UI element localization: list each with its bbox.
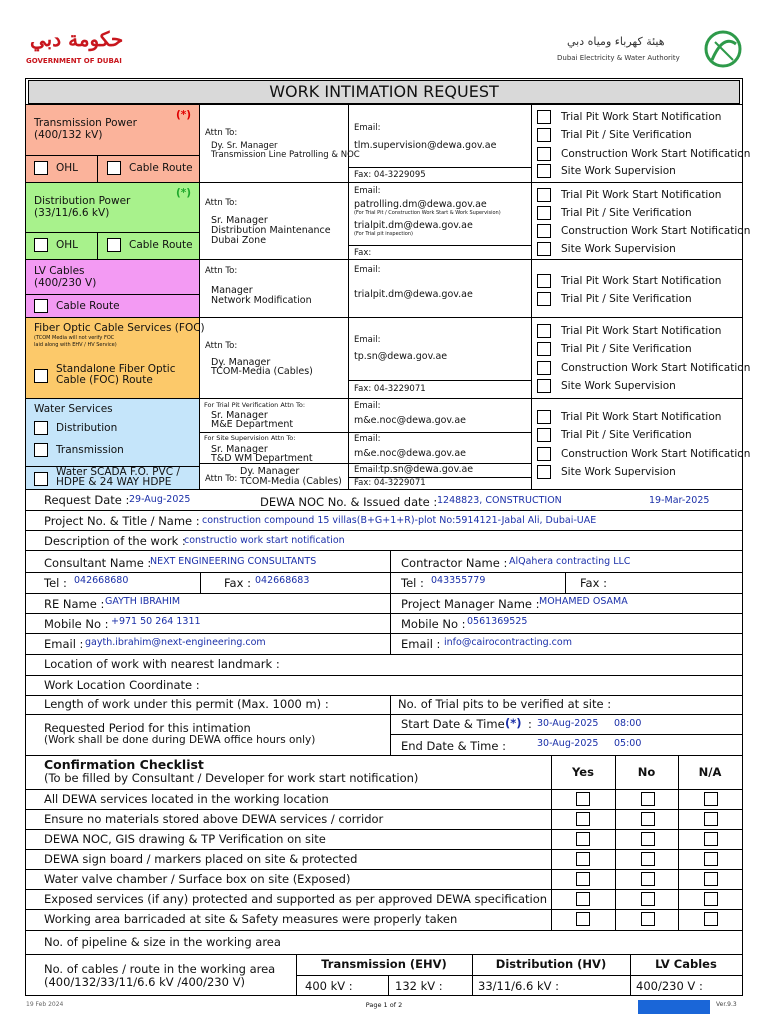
distribution-email-patrolling: patrolling.dm@dewa.gov.ae	[354, 199, 487, 210]
checklist-item-label: All DEWA services located in the working location	[44, 792, 329, 806]
water-email-3: tp.sn@dewa.gov.ae	[380, 464, 474, 475]
contractor-email-value: info@cairocontracting.com	[444, 637, 572, 648]
transmission-notify-trial-pit-start-label: Trial Pit Work Start Notification	[561, 111, 722, 123]
start-date-value: 30-Aug-2025	[537, 718, 599, 729]
checklist-item-label: Water valve chamber / Surface box on site (Exposed)	[44, 872, 351, 886]
consultant-fax-value: 042668683	[255, 575, 310, 586]
consultant-mobile-label: Mobile No :	[44, 617, 109, 631]
foc-standalone-checkbox[interactable]	[34, 369, 48, 383]
distribution-notify-verification-checkbox[interactable]	[537, 206, 551, 220]
foc-note-line1: (TCOM Media will not verify FOC	[34, 335, 115, 341]
water-scada-line1: Water SCADA F.O. PVC /	[56, 466, 180, 478]
contractor-tel-value: 043355779	[431, 575, 486, 586]
water-transmission-checkbox[interactable]	[34, 443, 48, 457]
period-note: (Work shall be done during DEWA office hours only)	[44, 734, 316, 746]
distribution-notify-trial-pit-start-checkbox[interactable]	[537, 188, 551, 202]
footer-accent-bar	[638, 1000, 710, 1014]
water-distribution-label: Distribution	[56, 422, 118, 434]
cables-label-voltages: (400/132/33/11/6.6 kV /400/230 V)	[44, 975, 245, 989]
start-date-label: Start Date & Time	[401, 717, 505, 731]
foc-notify-trial-pit-start-checkbox[interactable]	[537, 324, 551, 338]
foc-option-line2: Cable (FOC) Route	[56, 374, 153, 386]
checklist-yes-checkbox[interactable]	[576, 792, 590, 806]
transmission-attn-line2: Transmission Line Patrolling & NOC	[211, 150, 360, 160]
checklist-yes-checkbox[interactable]	[576, 852, 590, 866]
foc-notify-construction-start-checkbox[interactable]	[537, 361, 551, 375]
transmission-ohl-label: OHL	[56, 162, 79, 174]
water-trial-attn-label: For Trial Pit Verification Attn To:	[204, 401, 306, 409]
contractor-mobile-value: 0561369525	[467, 616, 528, 627]
foc-option-line1: Standalone Fiber Optic	[56, 363, 176, 375]
checklist-na-checkbox[interactable]	[704, 832, 718, 846]
government-of-dubai-arabic-wordmark: حكومة دبي	[30, 27, 124, 51]
checklist-yes-checkbox[interactable]	[576, 892, 590, 906]
start-date-colon: :	[528, 717, 532, 731]
checklist-na-header: N/A	[698, 765, 722, 779]
distribution-attn-line2: Distribution Maintenance	[211, 225, 331, 236]
landmark-label: Location of work with nearest landmark :	[44, 657, 280, 671]
cables-transmission-header: Transmission (EHV)	[321, 957, 447, 971]
foc-attn-line1: Dy. Manager	[211, 357, 271, 368]
checklist-yes-checkbox[interactable]	[576, 872, 590, 886]
distribution-notify-verification-label: Trial Pit / Site Verification	[561, 207, 692, 219]
distribution-notify-construction-start-checkbox[interactable]	[537, 224, 551, 238]
pipeline-label: No. of pipeline & size in the working area	[44, 935, 281, 949]
checklist-item-label: DEWA sign board / markers placed on site & protected	[44, 852, 358, 866]
checklist-na-checkbox[interactable]	[704, 792, 718, 806]
water-notify-supervision-checkbox[interactable]	[537, 465, 551, 479]
dewa-logo	[555, 28, 745, 72]
consultant-email-label: Email :	[44, 637, 84, 651]
end-date-label: End Date & Time :	[401, 739, 506, 753]
checklist-yes-checkbox[interactable]	[576, 812, 590, 826]
water-trial-attn-line1: Sr. Manager	[211, 410, 268, 421]
lv-title: LV Cables	[34, 265, 85, 277]
checklist-title: Confirmation Checklist	[44, 757, 204, 772]
page-header	[0, 0, 768, 80]
checklist-na-checkbox[interactable]	[704, 852, 718, 866]
checklist-no-checkbox[interactable]	[641, 912, 655, 926]
water-scada-attn-line1: Dy. Manager	[240, 466, 300, 477]
distribution-email-trialpit-note: (For Trial pit inspection)	[354, 231, 413, 237]
re-name-label: RE Name :	[44, 597, 105, 611]
distribution-ohl-checkbox[interactable]	[34, 238, 48, 252]
lv-notify-trial-pit-start-checkbox[interactable]	[537, 274, 551, 288]
project-manager-value: MOHAMED OSAMA	[539, 596, 628, 607]
transmission-cable-route-label: Cable Route	[129, 162, 193, 174]
transmission-voltage: (400/132 kV)	[34, 129, 103, 141]
project-value: construction compound 15 villas(B+G+1+R)-plot No:5914121-Jabal Ali, Dubai-UAE	[202, 515, 597, 526]
water-distribution-checkbox[interactable]	[34, 421, 48, 435]
dewa-emblem-icon	[703, 28, 743, 70]
water-site-attn-line1: Sr. Manager	[211, 444, 268, 455]
transmission-ohl-checkbox[interactable]	[34, 161, 48, 175]
checklist-na-checkbox[interactable]	[704, 912, 718, 926]
checklist-no-checkbox[interactable]	[641, 832, 655, 846]
project-label: Project No. & Title / Name :	[44, 514, 200, 528]
trial-pits-label: No. of Trial pits to be verified at site :	[398, 697, 612, 711]
transmission-attn-line1: Dy. Sr. Manager	[211, 141, 278, 151]
lv-email-label: Email:	[354, 265, 381, 275]
distribution-email-label: Email:	[354, 186, 381, 196]
lv-attn-label: Attn To:	[205, 266, 238, 276]
end-date-value: 30-Aug-2025	[537, 738, 599, 749]
water-scada-checkbox[interactable]	[34, 472, 48, 486]
contractor-mobile-label: Mobile No :	[401, 617, 466, 631]
checklist-yes-checkbox[interactable]	[576, 832, 590, 846]
water-scada-attn-line2: TCOM-Media (Cables)	[240, 476, 342, 487]
lv-attn-line2: Network Modification	[211, 295, 312, 306]
distribution-cable-route-label: Cable Route	[129, 239, 193, 251]
contractor-tel-label: Tel :	[401, 576, 424, 590]
cables-400v-label: 400/230 V :	[636, 979, 703, 993]
foc-notify-trial-pit-start-label: Trial Pit Work Start Notification	[561, 325, 722, 337]
water-transmission-label: Transmission	[56, 444, 124, 456]
foc-attn-label: Attn To:	[205, 341, 238, 351]
dewa-english-wordmark: Dubai Electricity & Water Authority	[557, 54, 680, 62]
distribution-notify-construction-start-label: Construction Work Start Notification	[561, 225, 751, 237]
foc-title: Fiber Optic Cable Services (FOC)	[34, 322, 205, 334]
transmission-required-mark: (*)	[176, 109, 192, 121]
cables-132kv-label: 132 kV :	[395, 979, 443, 993]
distribution-ohl-label: OHL	[56, 239, 79, 251]
checklist-no-checkbox[interactable]	[641, 852, 655, 866]
checklist-yes-checkbox[interactable]	[576, 912, 590, 926]
start-date-required-mark: (*)	[505, 716, 522, 730]
checklist-item-label: Ensure no materials stored above DEWA services / corridor	[44, 812, 384, 826]
cables-33kv-label: 33/11/6.6 kV :	[478, 979, 560, 993]
lv-cable-route-checkbox[interactable]	[34, 299, 48, 313]
water-site-attn-line2: T&D WM Department	[211, 453, 313, 464]
lv-cable-route-label: Cable Route	[56, 300, 120, 312]
pipeline-value-field[interactable]	[296, 931, 742, 954]
work-description-value: constructio work start notification	[184, 535, 345, 546]
consultant-mobile-value: +971 50 264 1311	[111, 616, 201, 627]
noc-date-value: 19-Mar-2025	[649, 495, 710, 506]
distribution-attn-line1: Sr. Manager	[211, 215, 268, 226]
foc-notify-construction-start-label: Construction Work Start Notification	[561, 362, 751, 374]
lv-email: trialpit.dm@dewa.gov.ae	[354, 289, 473, 300]
water-notify-construction-start-label: Construction Work Start Notification	[561, 448, 751, 460]
work-length-label: Length of work under this permit (Max. 1000 m) :	[44, 697, 329, 711]
checklist-yes-header: Yes	[572, 765, 594, 779]
distribution-cable-route-checkbox[interactable]	[107, 238, 121, 252]
government-of-dubai-label: GOVERNMENT OF DUBAI	[26, 57, 122, 65]
request-date-label: Request Date :	[44, 493, 130, 507]
water-trial-attn-line2: M&E Department	[211, 419, 294, 430]
distribution-attn-line3: Dubai Zone	[211, 235, 267, 246]
distribution-notify-trial-pit-start-label: Trial Pit Work Start Notification	[561, 189, 722, 201]
consultant-email-value: gayth.ibrahim@next-engineering.com	[85, 637, 266, 648]
transmission-notify-verification-label: Trial Pit / Site Verification	[561, 129, 692, 141]
footer-version: Ver.9.3	[716, 1001, 737, 1008]
foc-attn-line2: TCOM-Media (Cables)	[211, 366, 313, 377]
distribution-attn-label: Attn To:	[205, 198, 238, 208]
foc-email: tp.sn@dewa.gov.ae	[354, 351, 448, 362]
cables-distribution-header: Distribution (HV)	[495, 957, 607, 971]
distribution-notify-supervision-label: Site Work Supervision	[561, 243, 676, 255]
project-manager-label: Project Manager Name :	[401, 597, 540, 611]
work-description-label: Description of the work :	[44, 534, 186, 548]
water-email-label-2: Email:	[354, 434, 381, 444]
transmission-cable-route-checkbox[interactable]	[107, 161, 121, 175]
transmission-notify-supervision-label: Site Work Supervision	[561, 165, 676, 177]
transmission-email: tlm.supervision@dewa.gov.ae	[354, 140, 497, 151]
distribution-email-patrolling-note: (For Trial Pit / Construction Work Start & Work Supervision)	[354, 210, 501, 216]
transmission-notify-verification-checkbox[interactable]	[537, 128, 551, 142]
re-name-value: GAYTH IBRAHIM	[105, 596, 181, 607]
water-email-2: m&e.noc@dewa.gov.ae	[354, 448, 466, 459]
water-notify-verification-label: Trial Pit / Site Verification	[561, 429, 692, 441]
lv-notify-verification-checkbox[interactable]	[537, 292, 551, 306]
water-notify-trial-pit-start-checkbox[interactable]	[537, 410, 551, 424]
contractor-fax-label: Fax :	[580, 576, 607, 590]
lv-attn-line1: Manager	[211, 285, 253, 296]
consultant-name-value: NEXT ENGINEERING CONSULTANTS	[150, 556, 317, 567]
checklist-no-checkbox[interactable]	[641, 792, 655, 806]
noc-label: DEWA NOC No. & Issued date :	[260, 495, 438, 509]
water-email-label-1: Email:	[354, 401, 381, 411]
checklist-na-checkbox[interactable]	[704, 892, 718, 906]
water-email-label-3: Email:	[354, 465, 381, 475]
distribution-fax: Fax:	[354, 248, 372, 258]
checklist-na-checkbox[interactable]	[704, 872, 718, 886]
water-scada-line2: HDPE & 24 WAY HDPE	[56, 476, 172, 488]
lv-notify-verification-label: Trial Pit / Site Verification	[561, 293, 692, 305]
foc-email-label: Email:	[354, 335, 381, 345]
foc-notify-verification-label: Trial Pit / Site Verification	[561, 343, 692, 355]
period-label: Requested Period for this intimation	[44, 721, 251, 735]
lv-notify-trial-pit-start-label: Trial Pit Work Start Notification	[561, 275, 722, 287]
checklist-na-checkbox[interactable]	[704, 812, 718, 826]
transmission-notify-construction-start-checkbox[interactable]	[537, 147, 551, 161]
foc-notify-supervision-checkbox[interactable]	[537, 379, 551, 393]
footer-page-number: Page 1 of 2	[365, 1001, 403, 1009]
end-time-value: 05:00	[614, 738, 642, 749]
footer-date: 19 Feb 2024	[26, 1001, 64, 1008]
consultant-fax-label: Fax :	[224, 576, 251, 590]
checklist-item-label: Working area barricaded at site & Safety measures were properly taken	[44, 912, 458, 926]
noc-value: 1248823, CONSTRUCTION	[437, 495, 562, 506]
lv-voltage: (400/230 V)	[34, 277, 97, 289]
water-fax: Fax: 04-3229071	[354, 478, 426, 488]
distribution-required-mark: (*)	[176, 187, 192, 199]
distribution-email-trialpit: trialpit.dm@dewa.gov.ae	[354, 220, 473, 231]
distribution-notify-supervision-checkbox[interactable]	[537, 242, 551, 256]
transmission-notify-supervision-checkbox[interactable]	[537, 164, 551, 178]
transmission-email-label: Email:	[354, 123, 381, 133]
checklist-no-checkbox[interactable]	[641, 872, 655, 886]
start-time-value: 08:00	[614, 718, 642, 729]
transmission-notify-construction-start-label: Construction Work Start Notification	[561, 148, 751, 160]
contractor-name-value: AlQahera contracting LLC	[509, 556, 631, 567]
foc-notify-supervision-label: Site Work Supervision	[561, 380, 676, 392]
checklist-no-checkbox[interactable]	[641, 812, 655, 826]
transmission-title: Transmission Power	[34, 117, 137, 129]
government-of-dubai-logo	[26, 26, 124, 68]
foc-notify-verification-checkbox[interactable]	[537, 342, 551, 356]
foc-note-line2: laid along with EHV / HV Service)	[34, 342, 117, 348]
checklist-no-checkbox[interactable]	[641, 892, 655, 906]
distribution-title: Distribution Power	[34, 195, 131, 207]
water-scada-attn-label: Attn To:	[205, 474, 238, 484]
transmission-fax: Fax: 04-3229095	[354, 170, 426, 180]
request-date-value: 29-Aug-2025	[129, 494, 191, 505]
cables-lv-header: LV Cables	[655, 957, 717, 971]
coordinate-label: Work Location Coordinate :	[44, 678, 200, 692]
consultant-name-label: Consultant Name :	[44, 556, 152, 570]
water-notify-verification-checkbox[interactable]	[537, 428, 551, 442]
water-email-1: m&e.noc@dewa.gov.ae	[354, 415, 466, 426]
foc-fax: Fax: 04-3229071	[354, 384, 426, 394]
water-title: Water Services	[34, 403, 113, 415]
water-notify-supervision-label: Site Work Supervision	[561, 466, 676, 478]
contractor-name-label: Contractor Name :	[401, 556, 508, 570]
contractor-email-label: Email :	[401, 637, 441, 651]
cables-label: No. of cables / route in the working area	[44, 962, 276, 976]
water-notify-trial-pit-start-label: Trial Pit Work Start Notification	[561, 411, 722, 423]
cables-400kv-label: 400 kV :	[305, 979, 353, 993]
checklist-no-header: No	[637, 765, 656, 779]
water-notify-construction-start-checkbox[interactable]	[537, 447, 551, 461]
transmission-notify-trial-pit-start-checkbox[interactable]	[537, 110, 551, 124]
checklist-item-label: DEWA NOC, GIS drawing & TP Verification on site	[44, 832, 326, 846]
transmission-attn-label: Attn To:	[205, 128, 238, 138]
consultant-tel-value: 042668680	[74, 575, 129, 586]
water-site-attn-label: For Site Supervision Attn To:	[204, 434, 296, 442]
checklist-item-label: Exposed services (if any) protected and supported as per approved DEWA specification	[44, 892, 548, 906]
dewa-arabic-wordmark: هيئة كهرباء ومياه دبي	[567, 35, 665, 48]
checklist-subtitle: (To be filled by Consultant / Developer for work start notification)	[44, 771, 419, 785]
form-title: WORK INTIMATION REQUEST	[269, 82, 499, 101]
distribution-voltage: (33/11/6.6 kV)	[34, 207, 110, 219]
consultant-tel-label: Tel :	[44, 576, 67, 590]
